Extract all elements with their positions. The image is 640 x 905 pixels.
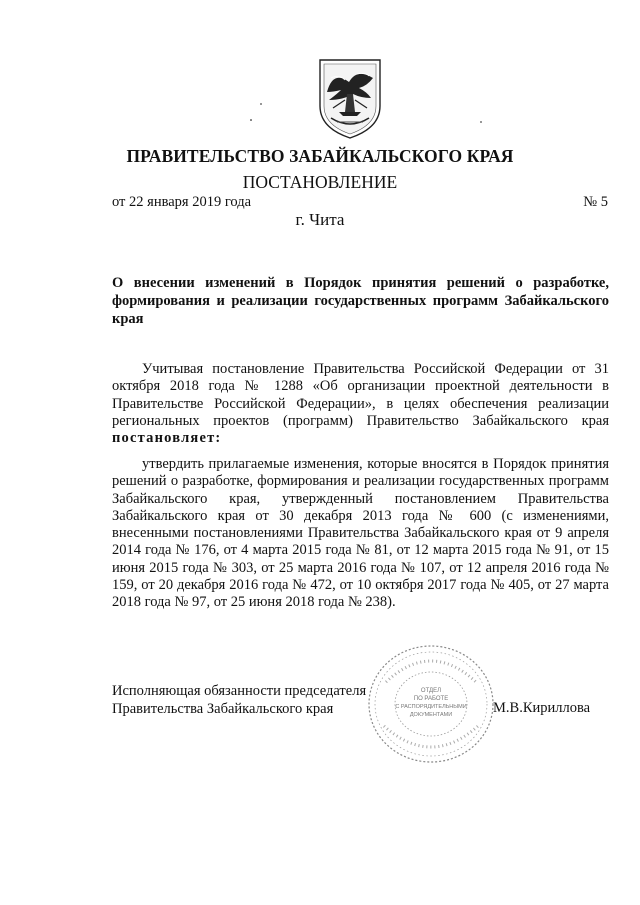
- stamp-line-3: С РАСПОРЯДИТЕЛЬНЫМИ: [395, 704, 467, 710]
- stamp-line-4: ДОКУМЕНТАМИ: [409, 712, 453, 718]
- document-type: ПОСТАНОВЛЕНИЕ: [242, 172, 398, 192]
- resolution-verb: постановляет:: [112, 430, 222, 447]
- scan-speck: [260, 103, 262, 105]
- coat-of-arms-icon: [315, 56, 385, 140]
- signatory-role-line-2: Правительства Забайкальского края: [112, 701, 334, 717]
- resolution-paragraph: утвердить прилагаемые изменения, которые вносятся в Порядок принятия решений о разработке, формирования и реализации государственных программ Забайкальского края, утвержденный постановлением Правительства Забайкальского края от 30 декабря 2013 года № 600 (с изменениями, внесенными постановлениями Правительства Забайкальского края от 9 апреля 2014 года № 176, от 4 марта 2015 года № 81, от 12 марта 2015 года № 91, от 15 июня 2015 года № 303, от 25 марта 2016 года № 107, от 12 апреля 2016 года № 159, от 20 декабря 2016 года № 472, от 10 октября 2017 года № 405, от 27 марта 2018 года № 97, от 25 июня 2018 года № 238).: [112, 456, 609, 611]
- official-seal-icon: [366, 642, 496, 766]
- signatory-role: [112, 682, 366, 718]
- document-date: от 22 января 2019 года: [112, 194, 252, 210]
- document-subject: О внесении изменений в Порядок принятия решений о разработке, формирования и реализации государственных программ Забайкальского края: [112, 275, 609, 327]
- stamp-line-2: ПО РАБОТЕ: [413, 696, 449, 702]
- signatory-role-line-1: Исполняющая обязанности председателя: [112, 683, 367, 699]
- preamble-text: Учитывая постановление Правительства Российской Федерации от 31 октября 2018 года № 1288 «Об организации проектной деятельности в Правительстве Российской Федерации», в целях обеспечения реализации региональных проектов (программ) Правительство Забайкальского края: [112, 361, 609, 429]
- scan-speck: [250, 119, 252, 121]
- document-number: № 5: [583, 194, 608, 210]
- scan-speck: [480, 121, 482, 123]
- stamp-line-1: ОТДЕЛ: [420, 688, 442, 694]
- preamble-paragraph: [112, 361, 609, 447]
- signatory-name: М.В.Кириллова: [493, 700, 591, 716]
- document-city: г. Чита: [295, 210, 345, 229]
- government-title: ПРАВИТЕЛЬСТВО ЗАБАЙКАЛЬСКОГО КРАЯ: [126, 146, 514, 166]
